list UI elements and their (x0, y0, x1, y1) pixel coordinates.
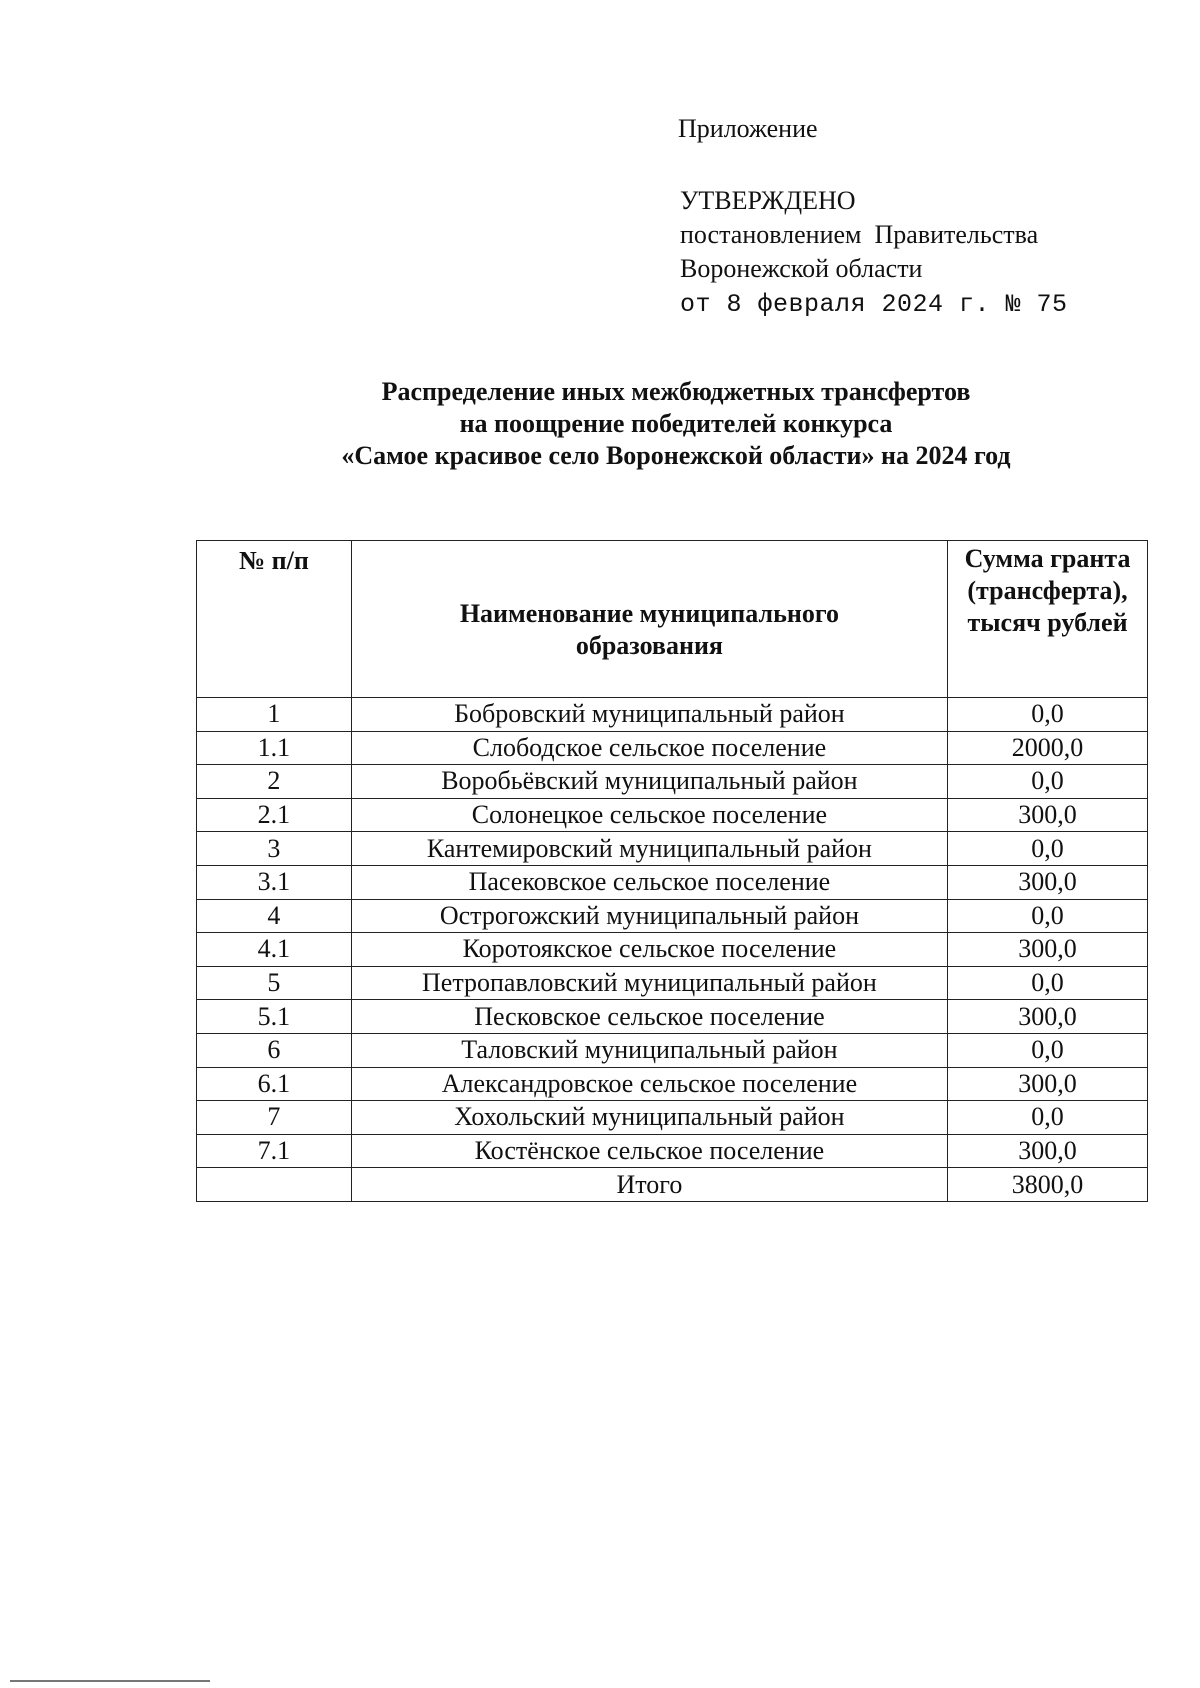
row-grant-sum: 300,0 (948, 1067, 1148, 1101)
column-header-sum-line-2: (трансферта), (967, 576, 1128, 605)
column-header-name (351, 541, 947, 698)
approval-block (680, 112, 1140, 322)
scan-edge-line (10, 1680, 210, 1682)
row-grant-sum: 300,0 (948, 933, 1148, 967)
table-row (197, 933, 1148, 967)
decree-date-number: от 8 февраля 2024 г. № 75 (680, 290, 1068, 319)
row-municipality: Коротоякское сельское поселение (351, 933, 947, 967)
row-number: 5.1 (197, 1000, 352, 1034)
total-number (197, 1168, 352, 1202)
row-number: 2.1 (197, 798, 352, 832)
row-grant-sum: 0,0 (948, 899, 1148, 933)
row-municipality: Таловский муниципальный район (351, 1033, 947, 1067)
table-row (197, 1101, 1148, 1135)
row-number: 6.1 (197, 1067, 352, 1101)
approved-by-line: постановлением Правительства (680, 220, 1039, 249)
row-number: 3 (197, 832, 352, 866)
table-row (197, 731, 1148, 765)
table-row (197, 966, 1148, 1000)
table-row (197, 832, 1148, 866)
row-grant-sum: 0,0 (948, 698, 1148, 732)
title-line-3: «Самое красивое село Воронежской области» на 2024 год (341, 441, 1011, 470)
table-row (197, 1000, 1148, 1034)
table-row (197, 899, 1148, 933)
title-line-1: Распределение иных межбюджетных трансфертов (381, 377, 971, 406)
row-number: 4 (197, 899, 352, 933)
column-header-sum-line-1: Сумма гранта (964, 544, 1131, 573)
column-header-name-line-1: Наименование муниципального (459, 599, 839, 628)
title-line-2: на поощрение победителей конкурса (459, 409, 893, 438)
row-municipality: Острогожский муниципальный район (351, 899, 947, 933)
row-municipality: Александровское сельское поселение (351, 1067, 947, 1101)
total-row (197, 1168, 1148, 1202)
row-municipality: Бобровский муниципальный район (351, 698, 947, 732)
column-header-number: № п/п (197, 541, 352, 698)
row-municipality: Костёнское сельское поселение (351, 1134, 947, 1168)
row-grant-sum: 0,0 (948, 765, 1148, 799)
row-grant-sum: 300,0 (948, 865, 1148, 899)
total-label: Итого (351, 1168, 947, 1202)
table-row (197, 865, 1148, 899)
column-header-sum (948, 541, 1148, 698)
appendix-label: Приложение (678, 114, 818, 143)
table-row (197, 1067, 1148, 1101)
row-number: 3.1 (197, 865, 352, 899)
row-number: 6 (197, 1033, 352, 1067)
table-row (197, 798, 1148, 832)
row-municipality: Кантемировский муниципальный район (351, 832, 947, 866)
row-municipality: Пасековское сельское поселение (351, 865, 947, 899)
row-municipality: Песковское сельское поселение (351, 1000, 947, 1034)
row-number: 1 (197, 698, 352, 732)
row-number: 2 (197, 765, 352, 799)
row-grant-sum: 300,0 (948, 1000, 1148, 1034)
approved-region-line: Воронежской области (680, 254, 923, 283)
row-number: 4.1 (197, 933, 352, 967)
column-header-sum-line-3: тысяч рублей (967, 608, 1128, 637)
column-header-name-line-2: образования (575, 631, 723, 660)
row-grant-sum: 0,0 (948, 966, 1148, 1000)
header-row (197, 541, 1148, 698)
grants-table (196, 540, 1148, 1202)
document-title (196, 376, 1156, 472)
row-number: 5 (197, 966, 352, 1000)
row-number: 1.1 (197, 731, 352, 765)
row-municipality: Воробьёвский муниципальный район (351, 765, 947, 799)
row-grant-sum: 2000,0 (948, 731, 1148, 765)
approval-stamp (680, 184, 1140, 322)
row-grant-sum: 0,0 (948, 1033, 1148, 1067)
table-row (197, 698, 1148, 732)
row-grant-sum: 300,0 (948, 1134, 1148, 1168)
row-municipality: Хохольский муниципальный район (351, 1101, 947, 1135)
row-municipality: Солонецкое сельское поселение (351, 798, 947, 832)
table-row (197, 1033, 1148, 1067)
row-municipality: Петропавловский муниципальный район (351, 966, 947, 1000)
table-row (197, 765, 1148, 799)
total-sum: 3800,0 (948, 1168, 1148, 1202)
row-grant-sum: 0,0 (948, 832, 1148, 866)
row-number: 7.1 (197, 1134, 352, 1168)
row-grant-sum: 0,0 (948, 1101, 1148, 1135)
approved-label: УТВЕРЖДЕНО (680, 186, 856, 215)
table-header (197, 541, 1148, 698)
row-grant-sum: 300,0 (948, 798, 1148, 832)
row-number: 7 (197, 1101, 352, 1135)
table-row (197, 1134, 1148, 1168)
row-municipality: Слободское сельское поселение (351, 731, 947, 765)
table-body (197, 698, 1148, 1202)
